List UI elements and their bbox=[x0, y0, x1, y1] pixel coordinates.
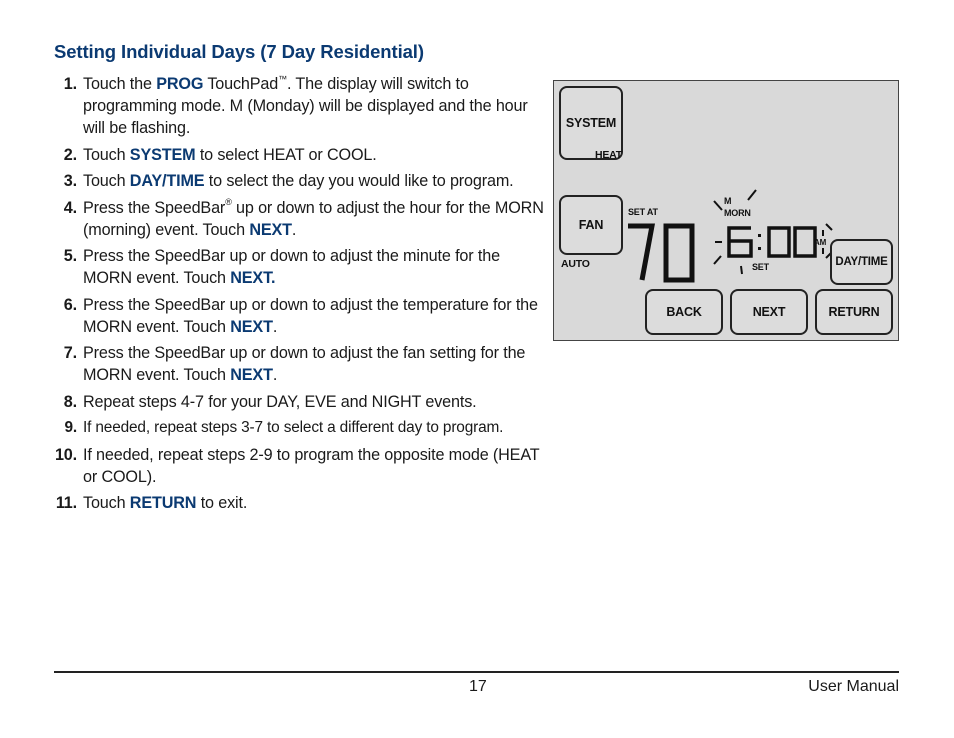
step-text: up or down to adjust the hour for the MORN (morning) event. Touch bbox=[83, 198, 544, 239]
step-number: 11. bbox=[55, 494, 77, 512]
step-text: TouchPad bbox=[203, 75, 279, 93]
step-text: Touch bbox=[83, 145, 130, 164]
step-text: to exit. bbox=[196, 494, 248, 512]
keyword-text: NEXT bbox=[230, 366, 273, 384]
step-item bbox=[48, 492, 544, 514]
step-item bbox=[48, 417, 544, 439]
step-number: 7. bbox=[63, 344, 77, 362]
step-text: to select the day you would like to program. bbox=[204, 172, 514, 190]
segment-readout bbox=[614, 176, 844, 286]
set-at-label: SET AT bbox=[628, 207, 658, 217]
next-button[interactable]: NEXT bbox=[730, 289, 808, 335]
step-item bbox=[48, 170, 544, 192]
step-text: . bbox=[272, 366, 278, 384]
step-number: 10. bbox=[54, 445, 77, 464]
step-text: Press the SpeedBar up or down to adjust the fan setting for the MORN event. Touch bbox=[83, 344, 526, 384]
step-text: . The display will switch to programming mode. M (Monday) will be displayed and the hour will be flashing. bbox=[83, 75, 528, 137]
step-number: 4. bbox=[63, 198, 77, 217]
step-number: 5. bbox=[63, 247, 77, 265]
step-item bbox=[48, 73, 544, 139]
step-text: Touch the bbox=[83, 75, 157, 93]
day-indicator: M bbox=[724, 196, 732, 206]
step-number: 9. bbox=[64, 419, 77, 436]
step-text: Press the SpeedBar up or down to adjust the minute for the MORN event. Touch bbox=[83, 247, 500, 287]
step-number: 8. bbox=[63, 392, 77, 411]
time-digits bbox=[729, 228, 815, 256]
step-number: 2. bbox=[63, 145, 77, 164]
keyword-text: PROG bbox=[156, 75, 204, 93]
footer-rule bbox=[54, 671, 899, 673]
step-text: If needed, repeat steps 3-7 to select a different day to program. bbox=[83, 419, 504, 436]
step-item bbox=[48, 444, 544, 488]
step-text: Touch bbox=[83, 172, 130, 190]
am-indicator: AM bbox=[814, 238, 827, 247]
keyword-text: DAY/TIME bbox=[129, 172, 205, 190]
thermostat-display bbox=[553, 80, 899, 341]
step-text: Touch bbox=[83, 494, 130, 512]
instruction-list bbox=[48, 73, 544, 519]
period-label: MORN bbox=[724, 208, 751, 218]
keyword-text: NEXT bbox=[249, 220, 292, 239]
step-item bbox=[48, 391, 544, 413]
system-button[interactable]: SYSTEM bbox=[559, 86, 623, 160]
keyword-text: RETURN bbox=[129, 494, 197, 512]
trademark-symbol: ™ bbox=[278, 73, 287, 84]
step-number: 1. bbox=[63, 75, 77, 93]
step-item bbox=[48, 197, 544, 241]
step-text: If needed, repeat steps 2-9 to program the opposite mode (HEAT or COOL). bbox=[83, 445, 540, 486]
step-text: Repeat steps 4-7 for your DAY, EVE and NIGHT events. bbox=[83, 392, 477, 411]
heat-mode-label: HEAT bbox=[595, 149, 623, 161]
return-button[interactable]: RETURN bbox=[815, 289, 893, 335]
step-item bbox=[48, 144, 544, 166]
fan-button[interactable]: FAN bbox=[559, 195, 623, 255]
step-item bbox=[48, 342, 544, 386]
page-heading: Setting Individual Days (7 Day Residential) bbox=[54, 41, 424, 62]
set-indicator-label: SET bbox=[752, 262, 769, 272]
keyword-text: NEXT bbox=[230, 317, 273, 336]
temperature-digits bbox=[628, 226, 692, 280]
keyword-text: SYSTEM bbox=[129, 145, 196, 164]
step-text: Press the SpeedBar up or down to adjust the temperature for the MORN event. Touch bbox=[83, 295, 538, 336]
back-button[interactable]: BACK bbox=[645, 289, 723, 335]
keyword-text: NEXT. bbox=[230, 269, 276, 287]
step-number: 6. bbox=[63, 295, 77, 314]
fan-auto-label: AUTO bbox=[561, 258, 590, 270]
manual-title: User Manual bbox=[808, 678, 899, 695]
page-number: 17 bbox=[469, 678, 487, 695]
step-text: . bbox=[272, 317, 278, 336]
day-time-button[interactable]: DAY/TIME bbox=[830, 239, 893, 285]
step-item bbox=[48, 245, 544, 289]
step-text: to select HEAT or COOL. bbox=[195, 145, 377, 164]
trademark-symbol: ® bbox=[225, 197, 232, 208]
step-number: 3. bbox=[63, 172, 77, 190]
step-item bbox=[48, 294, 544, 338]
time-colon bbox=[758, 234, 761, 250]
step-text: Press the SpeedBar bbox=[83, 198, 226, 217]
step-text: . bbox=[291, 220, 297, 239]
